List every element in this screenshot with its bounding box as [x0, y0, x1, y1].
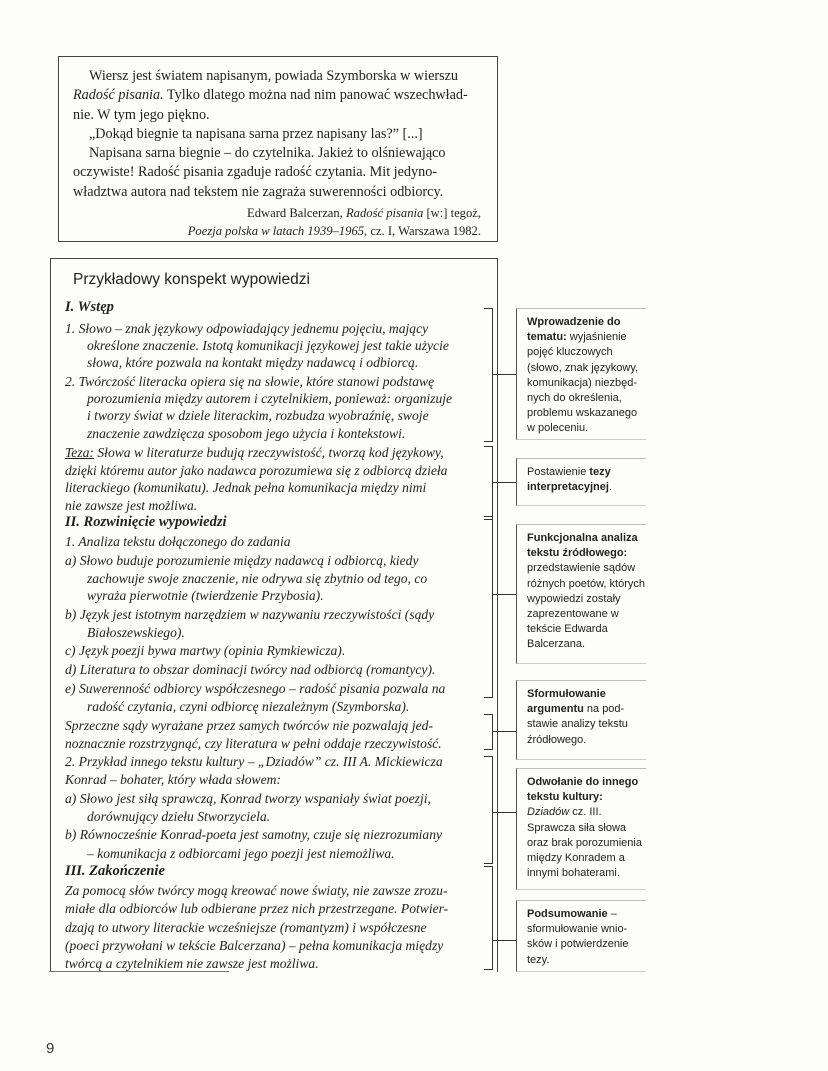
outline-line: miałe dla odbiorców lub odbierane przez nich przestrzegane. Potwier- — [65, 901, 449, 916]
outline-line: c) Język poezji bywa martwy (opinia Rymkiewicza). — [65, 643, 346, 658]
quote-line: nie. W tym jego piękno. — [73, 106, 210, 123]
outline-line: Za pomocą słów twórcy mogą kreować nowe światy, nie zawsze zrozu- — [65, 883, 448, 898]
outline-line: dzięki któremu autor jako nadawca porozumiewa się z odbiorcą dzieła — [65, 463, 448, 478]
section-heading: II. Rozwinięcie wypowiedzi — [65, 514, 227, 530]
outline-line: 2. Przykład innego tekstu kultury – „Dziadów” cz. III A. Mickiewicza — [65, 754, 443, 769]
outline-line: słowa, które pozwala na kontakt między nadawcą i odbiorcą. — [87, 355, 419, 370]
note-argument: Sformułowanie argumentu na podstawie analizy tekstu źródłowego. — [516, 680, 646, 760]
outline-line: i tworzy świat w dziele literackim, rozbudza wyobraźnię, swoje — [87, 408, 429, 423]
quote-source: Edward Balcerzan, Radość pisania [w:] tegoż, — [247, 206, 481, 221]
outline-line: – komunikacja z odbiorcami jego poezji jest niemożliwa. — [87, 846, 395, 861]
note-introduction: Wprowadzenie do tematu: wyjaśnienie pojęć kluczowych (słowo, znak językowy, komunikacja) niezbędnych do określenia, problemu wskazanego w poleceniu. — [516, 308, 646, 440]
outline-line: 1. Analiza tekstu dołączonego do zadania — [65, 534, 291, 549]
outline-line: Białoszewskiego). — [87, 625, 185, 640]
outline-box — [50, 258, 498, 972]
outline-line: 2. Twórczość literacka opiera się na słowie, które stanowi podstawę — [65, 374, 435, 389]
connector — [492, 374, 516, 375]
bracket — [484, 714, 493, 750]
note-other-text: Odwołanie do innego tekstu kultury: Dziadów cz. III. Sprawcza siła słowa oraz brak porozumienia między Konradem a innymi bohaterami. — [516, 768, 646, 890]
outline-line: dzają to utwory literackie wcześniejsze (romantyzm) i współczesne — [65, 920, 427, 935]
quote-line: oczywiste! Radość pisania zgaduje radość czytania. Mit jedyno- — [73, 164, 438, 181]
outline-line: porozumienia między autorem i czytelnikiem, ponieważ: organizuje — [87, 391, 453, 406]
section-heading: III. Zakończenie — [65, 863, 165, 879]
bracket — [484, 308, 493, 442]
note-analysis: Funkcjonalna analiza tekstu źródłowego: przedstawienie sądów różnych poetów, których wypowiedzi zostały zaprezentowane w tekście Edwarda Balcerzana. — [516, 524, 646, 664]
outline-line: określone znaczenie. Istotą komunikacji językowej jest takie użycie — [87, 338, 449, 353]
outline-line: zachowuje swoje znaczenie, nie odrywa się zbytnio od tego, co — [87, 571, 428, 586]
bracket — [484, 756, 493, 864]
quote-box — [58, 56, 498, 242]
connector — [492, 812, 516, 813]
connector — [492, 594, 516, 595]
outline-line: (poeci przywołani w tekście Balcerzana) – pełna komunikacja między — [65, 938, 444, 953]
outline-line: znaczenie zawdzięcza sposobom jego użycia i kontekstowi. — [87, 426, 406, 441]
quote-line: władztwa autora nad tekstem nie zagraża suwerenności odbiorcy. — [73, 183, 444, 200]
outline-line: b) Równocześnie Konrad-poeta jest samotny, czuje się niezrozumiany — [65, 827, 443, 842]
bracket — [484, 446, 493, 520]
bracket — [484, 516, 493, 698]
quote-source-2: Poezja polska w latach 1939–1965, cz. I, Warszawa 1982. — [187, 224, 481, 239]
quote-line: Radość pisania. Tylko dlatego można nad nim panować wszechwład- — [73, 87, 468, 104]
outline-line: b) Język jest istotnym narzędziem w nazywaniu rzeczywistości (sądy — [65, 607, 435, 622]
section-heading: I. Wstęp — [65, 299, 114, 315]
outline-line: d) Literatura to obszar dominacji twórcy nad odbiorcą (romantycy). — [65, 662, 436, 677]
outline-line: Konrad – bohater, który włada słowem: — [65, 772, 281, 787]
outline-title: Przykładowy konspekt wypowiedzi — [73, 271, 310, 288]
outline-line: nie zawsze jest możliwa. — [65, 498, 198, 513]
quote-line: Napisana sarna biegnie – do czytelnika. Jakież to olśniewająco — [89, 145, 446, 162]
outline-line: a) Słowo jest siłą sprawczą, Konrad tworzy wspaniały świat poezji, — [65, 791, 431, 806]
outline-line: a) Słowo buduje porozumienie między nadawcą i odbiorcą, kiedy — [65, 553, 419, 568]
outline-line: dorównujący dziełu Stworzyciela. — [87, 809, 271, 824]
connector — [492, 482, 516, 483]
outline-line: wyraża pierwotnie (twierdzenie Przybosia). — [87, 588, 324, 603]
thesis-line: Teza: Słowa w literaturze budują rzeczywistość, tworzą kod językowy, — [65, 445, 444, 460]
note-thesis: Postawienie tezy interpretacyjnej. — [516, 458, 646, 506]
connector — [492, 940, 516, 941]
connector — [492, 731, 516, 732]
quote-line: Wiersz jest światem napisanym, powiada Szymborska w wierszu — [89, 68, 458, 84]
note-summary: Podsumowanie – sformułowanie wniosków i potwierdzenie tezy. — [516, 900, 646, 972]
outline-line: noznacznie rozstrzygnąć, czy literatura w pełni oddaje rzeczywistość. — [65, 736, 442, 751]
outline-line: twórcą a czytelnikiem nie zawsze jest możliwa. — [65, 956, 319, 971]
outline-line: 1. Słowo – znak językowy odpowiadający jednemu pojęciu, mający — [65, 321, 429, 336]
outline-line: Sprzeczne sądy wyrażane przez samych twórców nie pozwalają jed- — [65, 718, 434, 733]
quote-question: „Dokąd biegnie ta napisana sarna przez napisany las?” [...] — [89, 125, 423, 142]
outline-line: literackiego (komunikatu). Jednak pełna komunikacja między nimi — [65, 480, 427, 495]
page-number: 9 — [46, 1040, 55, 1057]
outline-line: e) Suwerenność odbiorcy współczesnego – radość pisania pozwala na — [65, 681, 446, 696]
outline-line: radość czytania, czyni odbiorcę niezależnym (Szymborska). — [87, 699, 410, 714]
bracket — [484, 866, 493, 970]
